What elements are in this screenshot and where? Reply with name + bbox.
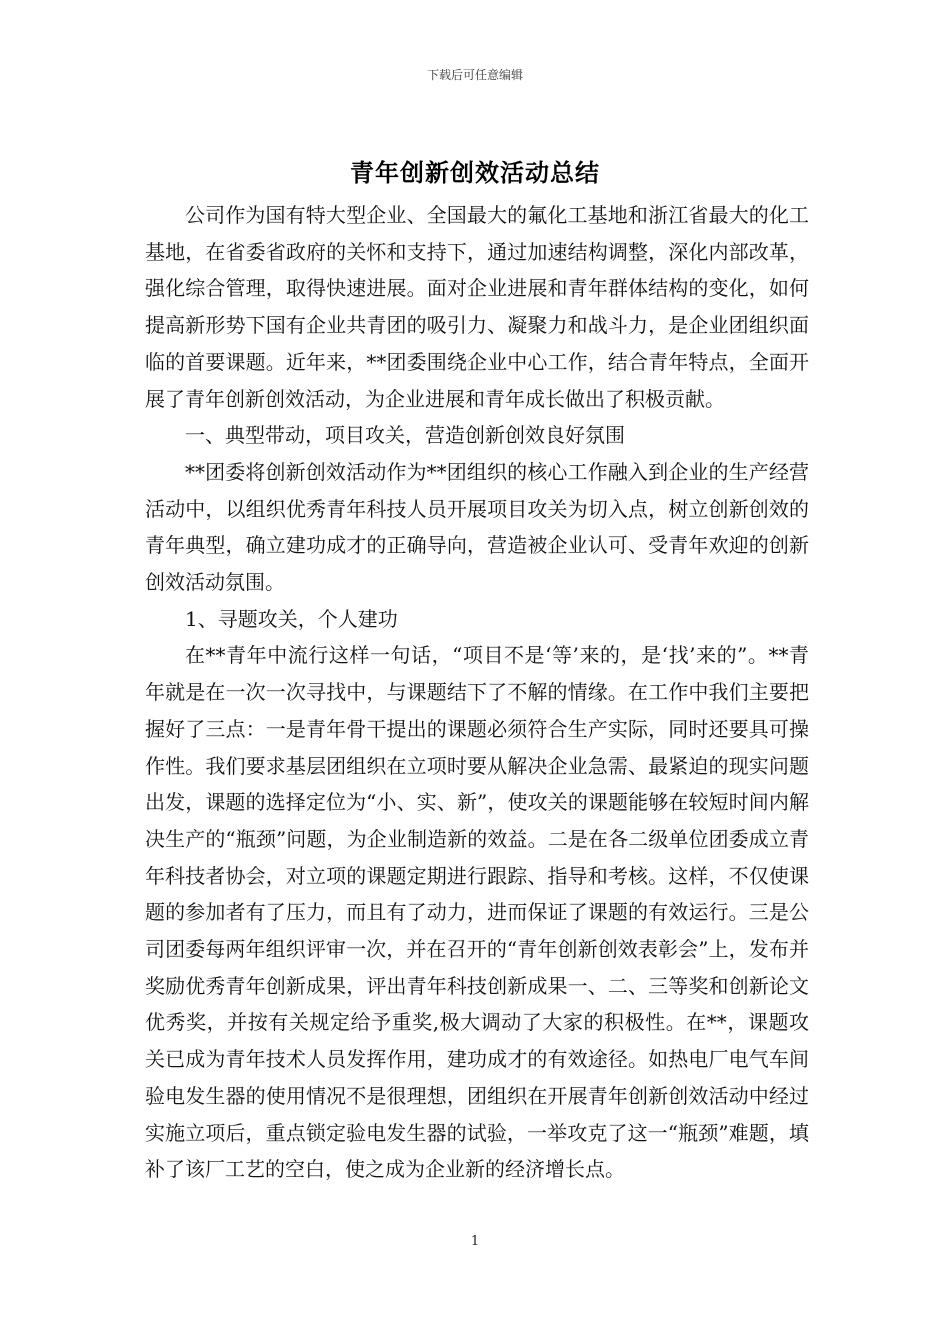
subsection-heading-1: 1、寻题攻关，个人建功 bbox=[185, 606, 398, 631]
paragraph-subsection-1: 在**青年中流行这样一句话，“项目不是‘等’来的，是‘找’来的”。**青年就是在一次一次寻找中，与课题结下了不解的情缘。在工作中我们主要把握好了三点：一是青年骨干提出的课题必须符合生产实际，同时还要具可操作性。我们要求基层团组织在立项时要从解决企业急需、最紧迫的现实问题出发，课题的选择定位为“小、实、新”，使攻关的课题能够在较短时间内解决生产的“瓶颈”问题，为企业制造新的效益。二是在各二级单位团委成立青年科技者协会，对立项的课题定期进行跟踪、指导和考核。这样，不仅使课题的参加者有了压力，而且有了动力，进而保证了课题的有效运行。三是公司团委每两年组织评审一次，并在召开的“青年创新创效表彰会”上，发布并奖励优秀青年创新成果，评出青年科技创新成果一、二、三等奖和创新论文优秀奖，并按有关规定给予重奖,极大调动了大家的积极性。在**，课题攻关已成为青年技术人员发挥作用，建功成才的有效途径。如热电厂电气车间验电发生器的使用情况不是很理想，团组织在开展青年创新创效活动中经过实施立项后，重点锁定验电发生器的试验，一举攻克了这一“瓶颈”难题，填补了该厂工艺的空白，使之成为企业新的经济增长点。 bbox=[145, 643, 809, 1182]
page-number: 1 bbox=[470, 1234, 480, 1249]
header-note: 下载后可任意编辑 bbox=[426, 68, 523, 82]
section-heading-1: 一、典型带动，项目攻关，营造创新创效良好氛围 bbox=[185, 423, 625, 448]
paragraph-intro: 公司作为国有特大型企业、全国最大的氟化工基地和浙江省最大的化工基地，在省委省政府的关怀和支持下，通过加速结构调整，深化内部改革，强化综合管理，取得快速进展。面对企业进展和青年群体结构的变化，如何提高新形势下国有企业共青团的吸引力、凝聚力和战斗力，是企业团组织面临的首要课题。近年来，**团委围绕企业中心工作，结合青年特点，全面开展了青年创新创效活动，为企业进展和青年成长做出了积极贡献。 bbox=[145, 203, 809, 411]
paragraph-section-1: **团委将创新创效活动作为**团组织的核心工作融入到企业的生产经营活动中，以组织优秀青年科技人员开展项目攻关为切入点，树立创新创效的青年典型，确立建功成才的正确导向，营造被企业认可、受青年欢迎的创新创效活动氛围。 bbox=[145, 459, 809, 595]
document-title: 青年创新创效活动总结 bbox=[350, 158, 600, 187]
document-body bbox=[145, 197, 809, 1188]
